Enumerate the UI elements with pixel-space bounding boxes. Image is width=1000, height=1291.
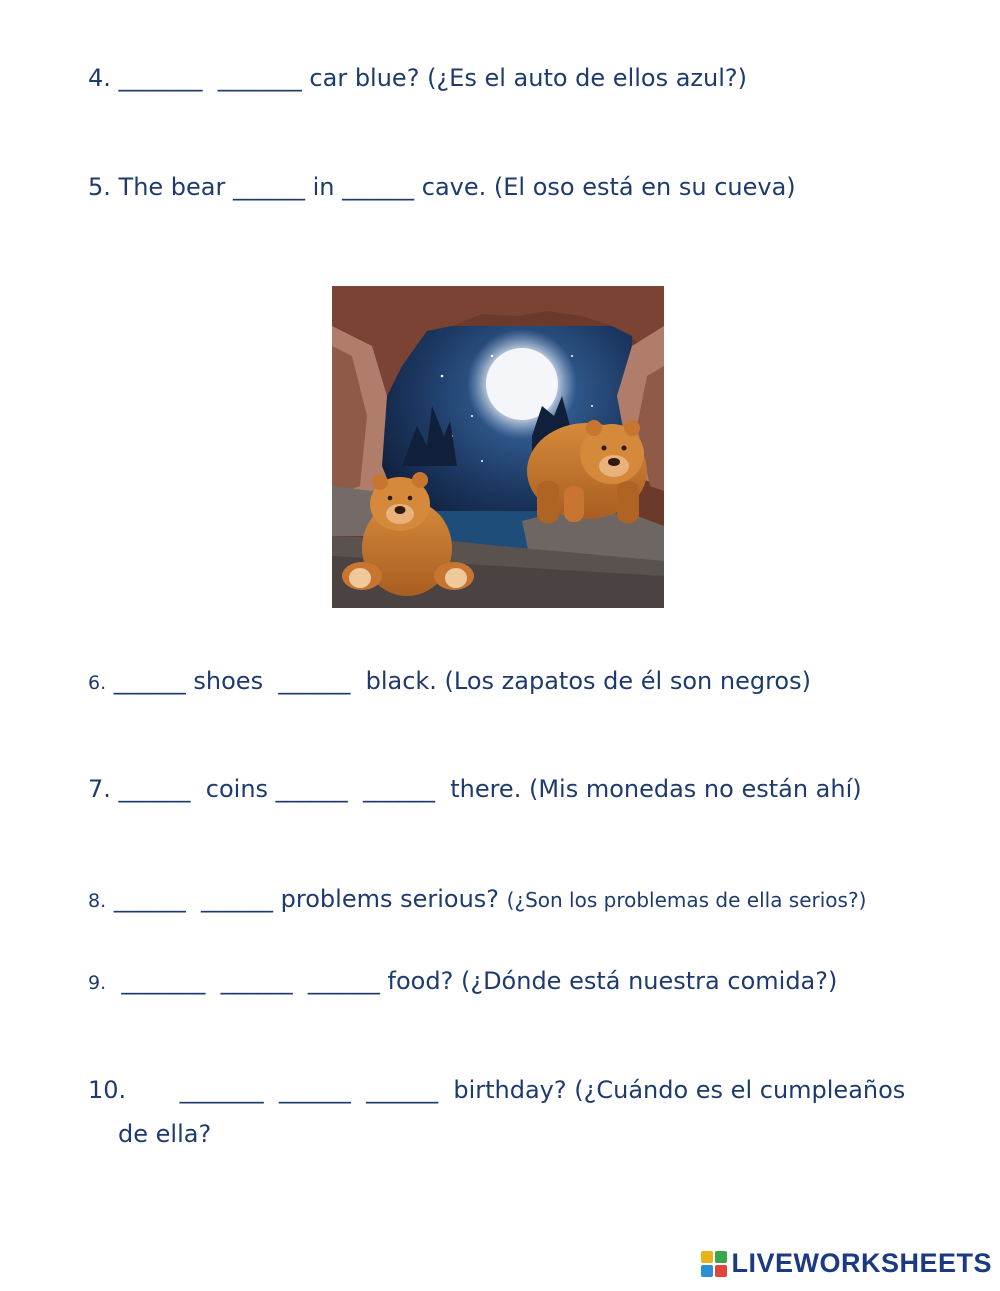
question-translation: (¿Son los problemas de ella serios?) xyxy=(506,888,867,912)
bear-cave-illustration xyxy=(332,286,664,608)
brand-name: LIVEWORKSHEETS xyxy=(731,1248,992,1278)
question-9 xyxy=(88,960,837,1004)
question-text: _______ ______ ______ food? (¿Dónde está nuestra comida?) xyxy=(106,967,838,995)
question-10-continuation: de ella? xyxy=(118,1120,212,1148)
question-text: _______ ______ ______ birthday? (¿Cuándo es el cumpleaños xyxy=(126,1076,906,1104)
question-text: The bear ______ in ______ cave. (El oso está en su cueva) xyxy=(110,173,796,201)
question-5 xyxy=(88,166,796,208)
question-4 xyxy=(88,57,747,99)
question-text: ______ shoes ______ black. (Los zapatos de él son negros) xyxy=(106,667,811,695)
question-number: 8. xyxy=(88,890,107,912)
question-number: 7. xyxy=(88,775,111,803)
question-number: 9. xyxy=(88,972,107,994)
question-text: _______ _______ car blue? (¿Es el auto de ellos azul?) xyxy=(110,64,747,92)
question-text: ______ ______ problems serious? xyxy=(106,885,507,913)
question-number: 4. xyxy=(88,64,111,92)
question-number: 6. xyxy=(88,672,107,694)
question-6 xyxy=(88,660,811,704)
question-8 xyxy=(88,878,866,922)
liveworksheets-brand[interactable] xyxy=(701,1248,992,1279)
question-7 xyxy=(88,768,862,810)
liveworksheets-logo-icon xyxy=(701,1251,727,1277)
question-number: 10. xyxy=(88,1076,127,1104)
question-text: ______ coins ______ ______ there. (Mis monedas no están ahí) xyxy=(110,775,862,803)
question-number: 5. xyxy=(88,173,111,201)
question-10 xyxy=(88,1069,905,1111)
